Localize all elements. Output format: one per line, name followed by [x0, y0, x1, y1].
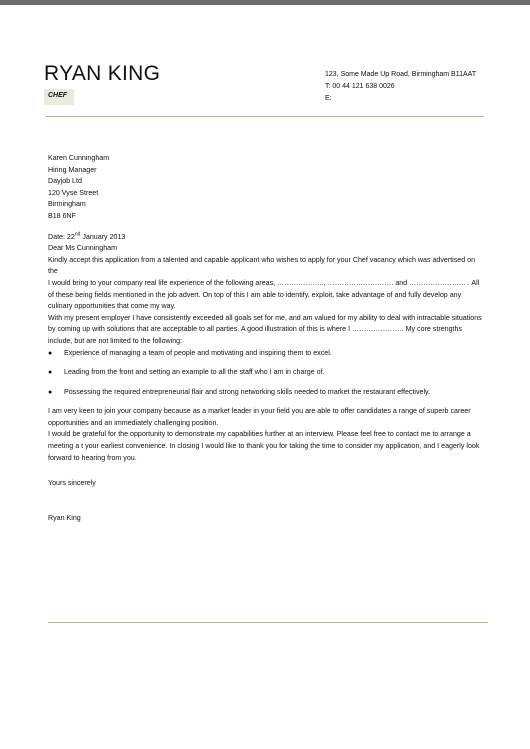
date-prefix: Date: 22 — [48, 232, 75, 241]
applicant-role: CHEF — [48, 92, 68, 99]
date-suffix: nd — [74, 231, 81, 238]
recipient-line: 120 Vyse Street — [48, 188, 99, 197]
list-item-text: Experience of managing a team of people and motivating and inspiring them to excel. — [64, 348, 332, 357]
contact-email: E: — [325, 95, 332, 102]
bullet-icon: ● — [48, 349, 53, 357]
list-item-text: Leading from the front and setting an example to all the staff who I am in charge of. — [64, 368, 325, 377]
list-item — [48, 348, 486, 360]
paragraph-experience: I would bring to your company real life experience of the following areas, ……………….., ………………………. and …………………… . All of these being fields mentioned in the job advert. On top of this I am able to identify, exploit, take advantage of and fully develop any culinary opportunities that come my way. — [48, 278, 480, 311]
recipient-line: Karen Cunningham — [48, 154, 110, 162]
list-item — [48, 387, 486, 399]
contact-phone: T: 00 44 121 638 0026 — [325, 83, 395, 90]
recipient-line: B18 6NF — [48, 211, 76, 220]
recipient-line: Hiring Manager — [48, 165, 97, 174]
recipient-line: Dayjob Ltd — [48, 177, 82, 186]
header-divider — [46, 116, 484, 117]
letter-date — [48, 232, 486, 244]
contact-block — [325, 69, 476, 105]
top-border — [0, 0, 530, 5]
recipient-line: Birmingham — [48, 200, 86, 209]
strengths-list — [48, 348, 486, 399]
recipient-address — [48, 153, 486, 223]
list-item-text: Possessing the required entrepreneurial flair and strong networking skills needed to market the restaurant effectively. — [64, 387, 431, 396]
list-item — [48, 367, 486, 379]
closing-phrase: Yours sincerely — [48, 479, 96, 488]
footer-divider — [48, 622, 488, 623]
paragraph-motivation: I am very keen to join your company because as a market leader in your field you are able to offer candidates a range of superb career opportunities and an immediately challenging position. — [48, 407, 471, 427]
paragraph-intro: Kindly accept this application from a talented and capable applicant who wishes to apply for your Chef vacancy which was advertised on the — [48, 255, 476, 276]
signature: Ryan King — [48, 513, 81, 522]
paragraph-closing: I would be grateful for the opportunity to demonstrate my capabilities further at an interview. Please feel free to contact me to arrange a meeting a t your earliest convenience. In closing I would like to thank you for taking the time to consider my application, and I eagerly look forward to hearing from you. — [48, 430, 480, 462]
date-rest: January 2013 — [80, 232, 126, 241]
letter-body — [48, 153, 486, 524]
salutation: Dear Ms Cunningham — [48, 244, 117, 253]
paragraph-strengths: With my present employer I have consistently exceeded all goals set for me, and am valued for my ability to deal with intractable situations by coming up with solutions that are acceptable to all parties. A good illustration of this is where I …………………. My core strengths include, but are not limited to the following: — [48, 313, 482, 345]
bullet-icon: ● — [48, 369, 53, 377]
applicant-name: RYAN KING — [44, 62, 161, 85]
contact-address: 123, Some Made Up Road, Birmingham B11AAT — [325, 71, 477, 78]
bullet-icon: ● — [48, 388, 53, 396]
